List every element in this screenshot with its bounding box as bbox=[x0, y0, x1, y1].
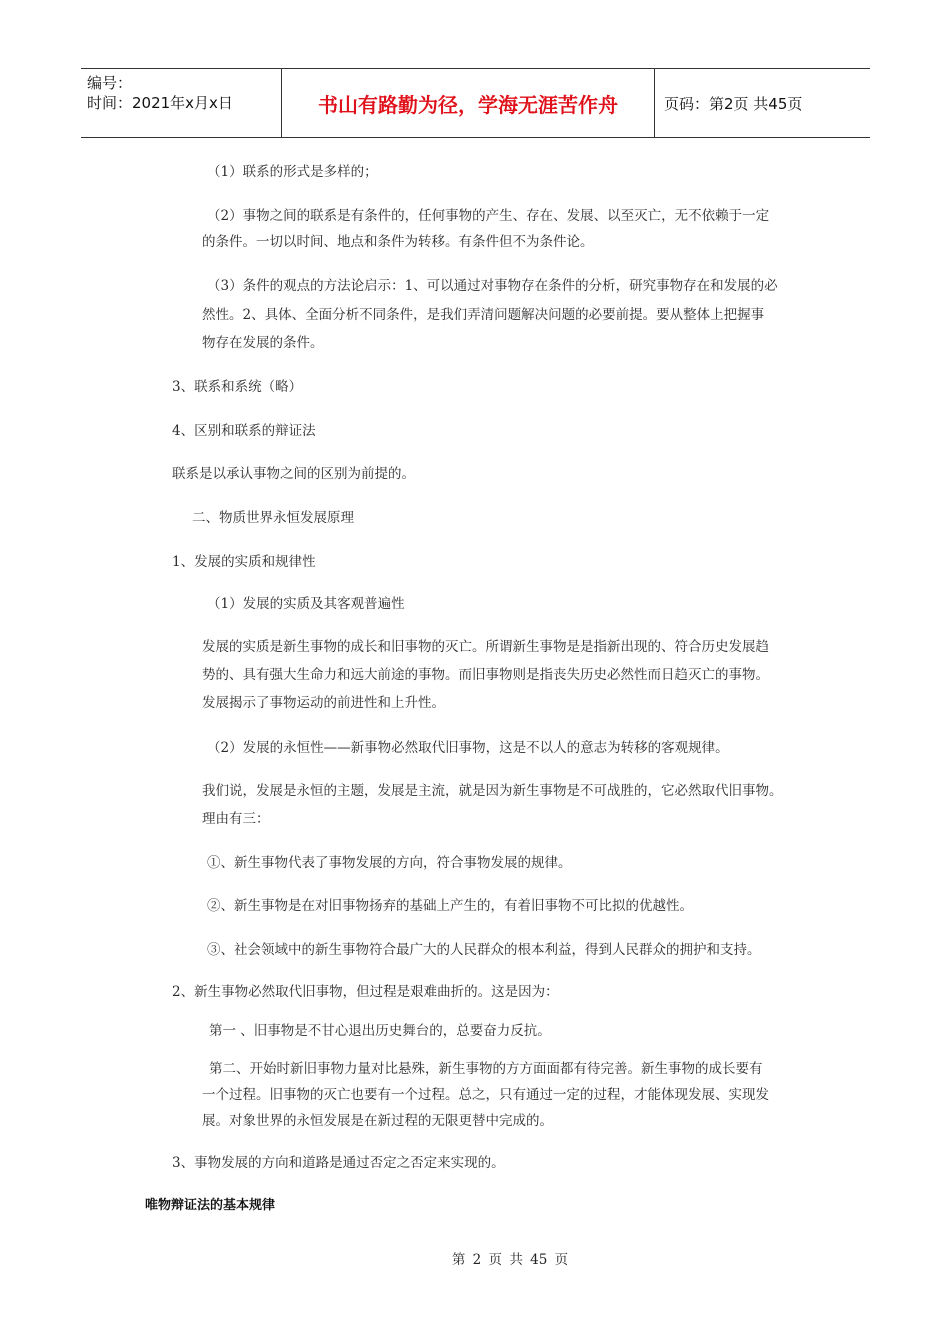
body-line: （2）事物之间的联系是有条件的，任何事物的产生、存在、发展、以至灭亡，无不依赖于一定 bbox=[207, 208, 770, 224]
header-motto: 书山有路勤为径，学海无涯苦作舟 bbox=[318, 92, 618, 117]
list-item: ②、新生事物是在对旧事物扬弃的基础上产生的，有着旧事物不可比拟的优越性。 bbox=[207, 898, 693, 914]
header-page-info: 页码：第2页 共45页 bbox=[664, 94, 803, 113]
page-header bbox=[81, 68, 870, 138]
list-item: ③、社会领域中的新生事物符合最广大的人民群众的根本利益，得到人民群众的拥护和支持。 bbox=[207, 942, 761, 958]
header-number-label: 编号： bbox=[87, 74, 133, 92]
body-line: 联系是以承认事物之间的区别为前提的。 bbox=[172, 466, 415, 482]
header-divider bbox=[654, 69, 655, 137]
body-line: 第二、开始时新旧事物力量对比悬殊，新生事物的方方面面都有待完善。新生事物的成长要有 bbox=[209, 1061, 763, 1077]
body-line: 一个过程。旧事物的灭亡也要有一个过程。总之，只有通过一定的过程，才能体现发展、实现发 bbox=[202, 1087, 769, 1103]
body-line: 的条件。一切以时间、地点和条件为转移。有条件但不为条件论。 bbox=[202, 234, 594, 250]
section-heading: 二、物质世界永恒发展原理 bbox=[192, 510, 354, 526]
body-line: 1、发展的实质和规律性 bbox=[172, 554, 316, 570]
body-line: 物存在发展的条件。 bbox=[202, 335, 324, 351]
body-line: 第一 、旧事物是不甘心退出历史舞台的，总要奋力反抗。 bbox=[209, 1023, 551, 1039]
section-title: 唯物辩证法的基本规律 bbox=[145, 1198, 276, 1213]
body-line: （1）联系的形式是多样的； bbox=[207, 164, 378, 180]
body-line: 4、区别和联系的辩证法 bbox=[172, 423, 316, 439]
page-footer: 第 2 页 共 45 页 bbox=[451, 1252, 569, 1268]
body-line: 3、事物发展的方向和道路是通过否定之否定来实现的。 bbox=[172, 1155, 505, 1171]
body-line: （1）发展的实质及其客观普遍性 bbox=[207, 596, 405, 612]
body-line: （2）发展的永恒性——新事物必然取代旧事物，这是不以人的意志为转移的客观规律。 bbox=[207, 740, 729, 756]
body-line: 我们说，发展是永恒的主题，发展是主流，就是因为新生事物是不可战胜的，它必然取代旧事物。 bbox=[202, 783, 783, 799]
body-line: 2、新生事物必然取代旧事物，但过程是艰难曲折的。这是因为： bbox=[172, 984, 559, 1000]
body-line: 然性。2、具体、全面分析不同条件，是我们弄清问题解决问题的必要前提。要从整体上把握事 bbox=[202, 307, 765, 323]
list-item: ①、新生事物代表了事物发展的方向，符合事物发展的规律。 bbox=[207, 855, 572, 871]
header-time-label: 时间：2021年x月x日 bbox=[87, 94, 233, 112]
body-line: 发展的实质是新生事物的成长和旧事物的灭亡。所谓新生事物是是指新出现的、符合历史发展趋 bbox=[202, 639, 769, 655]
body-line: 发展揭示了事物运动的前进性和上升性。 bbox=[202, 695, 445, 711]
body-line: 势的、具有强大生命力和远大前途的事物。而旧事物则是指丧失历史必然性而日趋灭亡的事物。 bbox=[202, 667, 769, 683]
body-line: （3）条件的观点的方法论启示：1、可以通过对事物存在条件的分析，研究事物存在和发展的必 bbox=[207, 278, 778, 294]
header-meta bbox=[87, 73, 233, 113]
body-line: 理由有三： bbox=[202, 811, 270, 827]
body-line: 3、联系和系统（略） bbox=[172, 379, 303, 395]
body-line: 展。对象世界的永恒发展是在新过程的无限更替中完成的。 bbox=[202, 1113, 553, 1129]
